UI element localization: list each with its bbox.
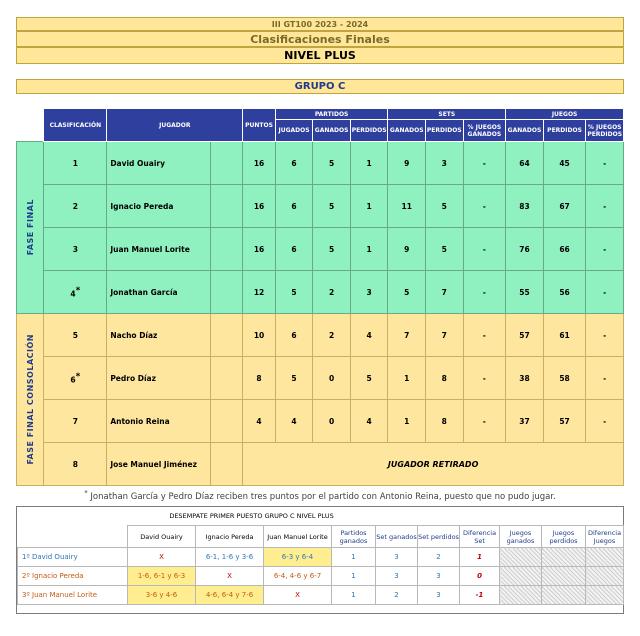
stat-jg: 37	[506, 400, 544, 443]
stat-sp: 3	[425, 142, 463, 185]
stat-jp: 67	[543, 185, 586, 228]
stat-sg: 9	[388, 142, 426, 185]
stat-psg: -	[463, 271, 506, 314]
tiebreak-header: Juegos ganados	[500, 526, 542, 548]
player-name: David Ouairy	[107, 142, 211, 185]
stat-sp: 8	[425, 357, 463, 400]
stat-pj: 6	[275, 314, 313, 357]
tiebreak-pg: 1	[332, 567, 376, 586]
col-j-perdidos: PERDIDOS	[543, 120, 586, 142]
spacer-cell	[210, 443, 242, 486]
stat-pts: 16	[243, 185, 275, 228]
col-j-ganados: GANADOS	[506, 120, 544, 142]
match-result: X	[128, 548, 196, 567]
stat-sp: 5	[425, 185, 463, 228]
standings-row	[17, 271, 624, 314]
stat-pjp: -	[586, 357, 624, 400]
tiebreak-pg: 1	[332, 586, 376, 605]
player-name: Antonio Reina	[107, 400, 211, 443]
col-clasificacion: CLASIFICACIÓN	[44, 109, 107, 142]
level-title: NIVEL PLUS	[16, 47, 624, 64]
standings-table	[16, 108, 624, 486]
tiebreak-sg: 3	[376, 548, 418, 567]
match-result: X	[196, 567, 264, 586]
stat-psg: -	[463, 185, 506, 228]
spacer-cell	[210, 400, 242, 443]
star-mark: *	[75, 371, 81, 382]
stat-jg: 57	[506, 314, 544, 357]
footnote-star: *	[84, 489, 88, 497]
position: 2	[44, 185, 107, 228]
col-jugados: JUGADOS	[275, 120, 313, 142]
tiebreak-sg: 3	[376, 567, 418, 586]
stat-pp: 4	[350, 314, 388, 357]
tiebreak-row	[18, 586, 624, 605]
section-final	[17, 142, 44, 314]
player-name: Jose Manuel Jiménez	[107, 443, 211, 486]
standings-row	[17, 400, 624, 443]
stat-pjp: -	[586, 400, 624, 443]
hatched-cell	[586, 567, 624, 586]
retired-label: JUGADOR RETIRADO	[243, 443, 624, 486]
match-result: 4-6, 6-4 y 7-6	[196, 586, 264, 605]
stat-jg: 38	[506, 357, 544, 400]
stat-sp: 5	[425, 228, 463, 271]
stat-pjp: -	[586, 228, 624, 271]
stat-pp: 1	[350, 228, 388, 271]
hatched-cell	[586, 548, 624, 567]
col-s-ganados: GANADOS	[388, 120, 426, 142]
stat-pj: 5	[275, 357, 313, 400]
position: 5	[44, 314, 107, 357]
stat-sp: 8	[425, 400, 463, 443]
stat-pjp: -	[586, 185, 624, 228]
stat-sp: 7	[425, 271, 463, 314]
stat-sg: 7	[388, 314, 426, 357]
tiebreak-title: DESEMPATE PRIMER PUESTO GRUPO C NIVEL PLUS	[169, 512, 334, 520]
stat-pj: 6	[275, 185, 313, 228]
stat-pg: 0	[313, 357, 351, 400]
standings-row	[17, 185, 624, 228]
match-result: 6-1, 1-6 y 3-6	[196, 548, 264, 567]
tiebreak-header: Partidos ganados	[332, 526, 376, 548]
col-partidos: PARTIDOS	[275, 109, 388, 120]
position: 1	[44, 142, 107, 185]
match-result: X	[264, 586, 332, 605]
position: 6*	[44, 357, 107, 400]
stat-sg: 1	[388, 400, 426, 443]
stat-psg: -	[463, 357, 506, 400]
stat-pts: 4	[243, 400, 275, 443]
tiebreak-header: Set perdidos	[418, 526, 460, 548]
stat-pj: 4	[275, 400, 313, 443]
tiebreak-pg: 1	[332, 548, 376, 567]
hatched-cell	[500, 548, 542, 567]
tiebreak-row	[18, 548, 624, 567]
hatched-cell	[542, 586, 586, 605]
stat-pj: 6	[275, 142, 313, 185]
page-title: Clasificaciones Finales	[16, 31, 624, 47]
tiebreak-table	[17, 507, 624, 605]
group-title: GRUPO C	[16, 79, 624, 94]
col-s-perdidos: PERDIDOS	[425, 120, 463, 142]
spacer-cell	[210, 271, 242, 314]
match-result: 3-6 y 4-6	[128, 586, 196, 605]
tiebreak-dif: 0	[460, 567, 500, 586]
col-p-perdidos: PERDIDOS	[350, 120, 388, 142]
section-label: FASE FINAL CONSOLACIÓN	[25, 334, 35, 465]
player-name: Nacho Díaz	[107, 314, 211, 357]
stat-psg: -	[463, 314, 506, 357]
position: 7	[44, 400, 107, 443]
stat-pp: 4	[350, 400, 388, 443]
stat-jp: 58	[543, 357, 586, 400]
stat-pjp: -	[586, 271, 624, 314]
stat-pg: 5	[313, 142, 351, 185]
tiebreak-sg: 2	[376, 586, 418, 605]
position: 4*	[44, 271, 107, 314]
stat-psg: -	[463, 228, 506, 271]
player-name: Jonathan García	[107, 271, 211, 314]
hatched-cell	[500, 586, 542, 605]
tiebreak-sp: 3	[418, 567, 460, 586]
stat-sg: 5	[388, 271, 426, 314]
tiebreak-sp: 3	[418, 586, 460, 605]
stat-jg: 64	[506, 142, 544, 185]
stat-jg: 76	[506, 228, 544, 271]
match-result: 6-3 y 6-4	[264, 548, 332, 567]
stat-pg: 5	[313, 185, 351, 228]
stat-jg: 83	[506, 185, 544, 228]
footnote	[0, 489, 640, 502]
season-title: III GT100 2023 - 2024	[16, 17, 624, 31]
stat-pp: 3	[350, 271, 388, 314]
stat-pts: 16	[243, 228, 275, 271]
stat-jp: 56	[543, 271, 586, 314]
col-p-ganados: GANADOS	[313, 120, 351, 142]
spacer-cell	[210, 314, 242, 357]
stat-pjp: -	[586, 142, 624, 185]
stat-pg: 0	[313, 400, 351, 443]
stat-pp: 1	[350, 142, 388, 185]
tiebreak-player: 2º Ignacio Pereda	[18, 567, 128, 586]
section-consolacion	[17, 314, 44, 486]
hatched-cell	[542, 548, 586, 567]
standings-row	[17, 443, 624, 486]
tiebreak-header: Diferencia Juegos	[586, 526, 624, 548]
stat-sg: 11	[388, 185, 426, 228]
spacer-cell	[210, 185, 242, 228]
spacer-cell	[210, 357, 242, 400]
stat-sg: 9	[388, 228, 426, 271]
stat-psg: -	[463, 142, 506, 185]
spacer-cell	[210, 142, 242, 185]
player-name: Juan Manuel Lorite	[107, 228, 211, 271]
tiebreak-header: Ignacio Pereda	[196, 526, 264, 548]
hatched-cell	[500, 567, 542, 586]
player-name: Ignacio Pereda	[107, 185, 211, 228]
star-mark: *	[75, 285, 81, 296]
stat-jp: 45	[543, 142, 586, 185]
tiebreak-header: Diferencia Set	[460, 526, 500, 548]
col-jugador: JUGADOR	[107, 109, 243, 142]
spacer-cell	[210, 228, 242, 271]
standings-row	[17, 357, 624, 400]
standings-row	[17, 314, 624, 357]
stat-pp: 1	[350, 185, 388, 228]
footnote-text: Jonathan García y Pedro Díaz reciben tres puntos por el partido con Antonio Reina, puesto que no pudo jugar.	[90, 491, 556, 502]
col-puntos: PUNTOS	[243, 109, 275, 142]
stat-pts: 10	[243, 314, 275, 357]
tiebreak-header: Juan Manuel Lorite	[264, 526, 332, 548]
tiebreak-dif: 1	[460, 548, 500, 567]
stat-pg: 2	[313, 271, 351, 314]
stat-pts: 12	[243, 271, 275, 314]
col-pct-ganados: % JUEGOS GANADOS	[463, 120, 506, 142]
match-result: 1-6, 6-1 y 6-3	[128, 567, 196, 586]
position: 8	[44, 443, 107, 486]
stat-sp: 7	[425, 314, 463, 357]
standings-row	[17, 142, 624, 185]
col-juegos: JUEGOS	[506, 109, 624, 120]
tiebreak-header: Set ganados	[376, 526, 418, 548]
stat-pjp: -	[586, 314, 624, 357]
stat-pts: 8	[243, 357, 275, 400]
stat-pp: 5	[350, 357, 388, 400]
standings-row	[17, 228, 624, 271]
stat-psg: -	[463, 400, 506, 443]
stat-jp: 66	[543, 228, 586, 271]
tiebreak-row	[18, 567, 624, 586]
stat-sg: 1	[388, 357, 426, 400]
stat-pj: 6	[275, 228, 313, 271]
stat-pj: 5	[275, 271, 313, 314]
tiebreak-sp: 2	[418, 548, 460, 567]
col-sets: SETS	[388, 109, 506, 120]
hatched-cell	[586, 586, 624, 605]
stat-jp: 61	[543, 314, 586, 357]
stat-pg: 2	[313, 314, 351, 357]
tiebreak-player: 3º Juan Manuel Lorite	[18, 586, 128, 605]
stat-jg: 55	[506, 271, 544, 314]
col-pct-perdidos: % JUEGOS PERDIDOS	[586, 120, 624, 142]
tiebreak-player: 1º David Ouairy	[18, 548, 128, 567]
player-name: Pedro Díaz	[107, 357, 211, 400]
stat-jp: 57	[543, 400, 586, 443]
tiebreak-header: David Ouairy	[128, 526, 196, 548]
tiebreak-header: Juegos perdidos	[542, 526, 586, 548]
position: 3	[44, 228, 107, 271]
match-result: 6-4, 4-6 y 6-7	[264, 567, 332, 586]
stat-pts: 16	[243, 142, 275, 185]
hatched-cell	[542, 567, 586, 586]
section-label: FASE FINAL	[25, 199, 35, 256]
tiebreak-dif: -1	[460, 586, 500, 605]
stat-pg: 5	[313, 228, 351, 271]
